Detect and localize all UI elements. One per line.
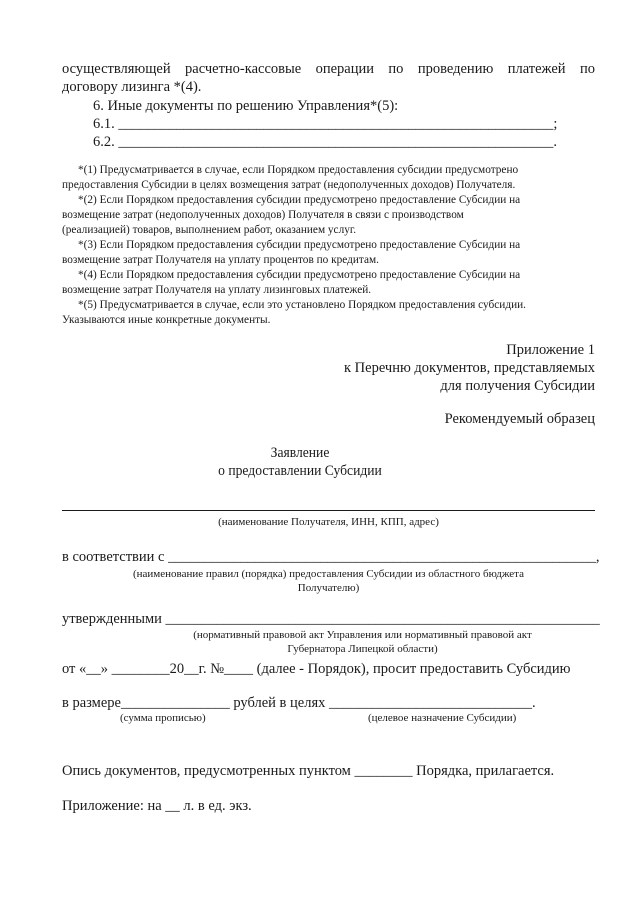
appendix-line-1: Приложение 1 [506,342,595,358]
footnote-1a: *(1) Предусматривается в случае, если Порядком предоставления субсидии предусмотрено [78,164,519,176]
inventory-line: Опись документов, предусмотренных пунктом ________ Порядка, прилагается. [62,763,555,779]
recipient-line [62,510,595,511]
item-6-2: 6.2. ____________________________________________________________. [93,134,557,150]
appendix-line-2: к Перечню документов, представляемых [344,360,595,376]
footnote-3a: *(3) Если Порядком предоставления субсидии предусмотрено предоставление Субсидии на [78,239,521,251]
footnote-2a: *(2) Если Порядком предоставления субсидии предусмотрено предоставление Субсидии на [78,194,521,206]
footnote-1b: предоставления Субсидии в целях возмещения затрат (недополученных доходов) Получателя. [62,179,516,191]
footnote-4a: *(4) Если Порядком предоставления субсидии предусмотрено предоставление Субсидии на [78,269,521,281]
approved-line: утвержденными ____________________________________________________________ [62,611,600,627]
item-6: 6. Иные документы по решению Управления*(5): [93,98,399,114]
appendix-line-3: для получения Субсидии [440,378,595,394]
amount-caption: (сумма прописью) [120,712,206,724]
rules-caption-1: (наименование правил (порядка) предоставления Субсидии из областного бюджета [132,568,524,580]
date-line: от «__» ________20__г. №____ (далее - Порядок), просит предоставить Субсидию [62,661,571,677]
form-subtitle: о предоставлении Субсидии [218,463,382,479]
act-caption-2: Губернатора Липецкой области) [287,643,438,655]
sample-label: Рекомендуемый образец [444,411,595,427]
rules-caption-2: Получателю) [297,582,360,594]
form-title: Заявление [270,445,330,461]
purpose-caption: (целевое назначение Субсидии) [368,712,517,724]
footnote-4b: возмещение затрат Получателя на уплату лизинговых платежей. [62,284,372,296]
item-6-1: 6.1. ____________________________________________________________; [93,116,558,132]
footnote-2b: возмещение затрат (недополученных доходов) Получателя в связи с производством [62,209,464,221]
amount-line: в размере_______________ рублей в целях ____________________________. [62,695,536,711]
top-line-1: осуществляющей расчетно-кассовые операции по проведению платежей по [62,61,595,77]
attachment-line: Приложение: на __ л. в ед. экз. [62,798,252,814]
footnote-2c: (реализацией) товаров, выполнением работ, оказанием услуг. [62,224,357,236]
recipient-caption: (наименование Получателя, ИНН, КПП, адрес) [218,516,439,528]
footnote-5a: *(5) Предусматривается в случае, если это установлено Порядком предоставления субсидии. [78,299,526,311]
accordance-line: в соответствии с ___________________________________________________________, [62,549,600,565]
footnote-3b: возмещение затрат Получателя на уплату процентов по кредитам. [62,254,379,266]
act-caption-1: (нормативный правовой акт Управления или нормативный правовой акт [193,629,532,641]
top-line-2: договору лизинга *(4). [62,79,202,95]
footnote-5b: Указываются иные конкретные документы. [62,314,271,326]
